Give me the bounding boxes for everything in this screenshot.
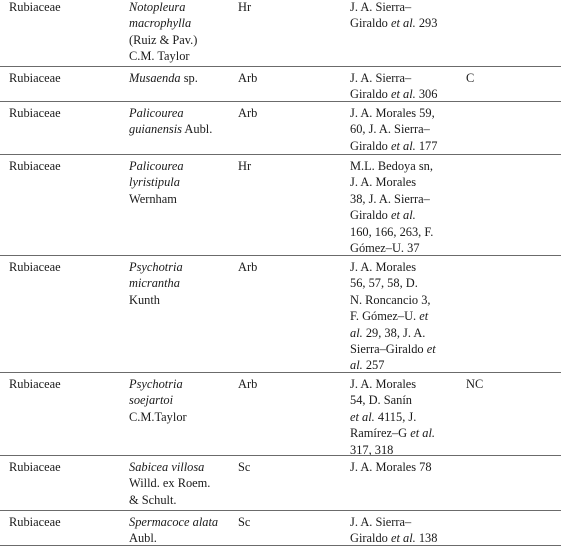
text: M.L. Bedoya sn, xyxy=(350,159,433,173)
voucher-cell xyxy=(350,459,458,475)
species-line xyxy=(129,292,239,308)
status-code: C xyxy=(466,71,475,85)
habit-code: Arb xyxy=(238,71,258,85)
voucher-line xyxy=(350,207,458,223)
voucher-line xyxy=(350,105,458,121)
family-cell xyxy=(9,459,119,475)
italic-text: et al. xyxy=(410,426,435,441)
species-line xyxy=(129,392,239,408)
voucher-line xyxy=(350,530,458,546)
text: F. Gómez–U. xyxy=(350,309,420,324)
text: Giraldo xyxy=(350,87,391,102)
italic-text: al. xyxy=(350,325,363,340)
text: 257 xyxy=(362,358,385,373)
family-name: Rubiaceae xyxy=(9,460,61,474)
italic-text: et al. xyxy=(390,87,416,102)
species-cell xyxy=(129,158,239,207)
voucher-line xyxy=(350,409,458,425)
text: Sierra–Giraldo xyxy=(350,342,427,357)
voucher-line xyxy=(350,392,458,408)
italic-text: Notopleura xyxy=(129,0,186,14)
voucher-line xyxy=(350,158,458,174)
text: Ramírez–G xyxy=(350,426,411,441)
family-cell xyxy=(9,105,119,121)
family-name: Rubiaceae xyxy=(9,106,61,120)
italic-text: al. xyxy=(350,358,363,373)
species-cell xyxy=(129,376,239,425)
text: 54, D. Sanín xyxy=(350,393,412,408)
italic-text: macrophylla xyxy=(129,16,192,31)
status-cell xyxy=(466,376,526,392)
family-cell xyxy=(9,158,119,174)
family-cell xyxy=(9,376,119,392)
text: Giraldo xyxy=(350,208,391,223)
italic-text: Sabicea villosa xyxy=(129,460,205,474)
italic-text: Psychotria xyxy=(129,377,183,391)
italic-text: Psychotria xyxy=(129,260,183,274)
text: J. A. Morales 59, xyxy=(350,106,435,120)
family-name: Rubiaceae xyxy=(9,260,61,274)
habit-code: Arb xyxy=(238,377,258,391)
table-row xyxy=(0,510,561,546)
species-cell xyxy=(129,259,239,308)
italic-text: et al. xyxy=(390,138,416,153)
text: 177 xyxy=(415,138,438,153)
habit-cell xyxy=(238,158,298,174)
family-name: Rubiaceae xyxy=(9,515,61,529)
habit-cell xyxy=(238,459,298,475)
voucher-line xyxy=(350,459,458,475)
text: N. Roncancio 3, xyxy=(350,292,431,307)
table-row xyxy=(0,255,561,373)
habit-code: Arb xyxy=(238,106,258,120)
species-line xyxy=(129,275,239,291)
voucher-cell xyxy=(350,514,458,547)
voucher-line xyxy=(350,240,458,256)
voucher-line xyxy=(350,121,458,137)
text: C.M. Taylor xyxy=(129,49,190,64)
voucher-line xyxy=(350,174,458,190)
italic-text: Palicourea xyxy=(129,159,184,173)
voucher-cell xyxy=(350,0,458,32)
species-line xyxy=(129,475,239,491)
text: & Schult. xyxy=(129,492,177,507)
table-row xyxy=(0,101,561,155)
voucher-line xyxy=(350,224,458,240)
voucher-line xyxy=(350,70,458,86)
family-cell xyxy=(9,259,119,275)
family-name: Rubiaceae xyxy=(9,159,61,173)
italic-text: Palicourea xyxy=(129,106,184,120)
italic-text: micrantha xyxy=(129,276,180,291)
text: Aubl. xyxy=(182,122,213,137)
text: Kunth xyxy=(129,292,160,307)
text: J. A. Sierra– xyxy=(350,71,412,85)
species-line xyxy=(129,174,239,190)
species-cell xyxy=(129,0,239,65)
habit-code: Hr xyxy=(238,0,252,14)
voucher-cell xyxy=(350,105,458,154)
species-line xyxy=(129,492,239,508)
text: C.M.Taylor xyxy=(129,409,187,424)
text: Giraldo xyxy=(350,138,391,153)
species-line xyxy=(129,32,239,48)
species-line xyxy=(129,530,239,546)
text: J. A. Morales 78 xyxy=(350,460,432,474)
italic-text: et al. xyxy=(390,16,416,31)
italic-text: et xyxy=(419,309,429,324)
habit-code: Hr xyxy=(238,159,252,173)
italic-text: soejartoi xyxy=(129,393,174,408)
species-line xyxy=(129,105,239,121)
family-name: Rubiaceae xyxy=(9,377,61,391)
family-cell xyxy=(9,0,119,15)
habit-cell xyxy=(238,70,298,86)
text: J. A. Sierra– xyxy=(350,515,412,529)
species-line xyxy=(129,514,239,530)
family-cell xyxy=(9,514,119,530)
italic-text: et al. xyxy=(390,531,416,546)
text: 29, 38, J. A. xyxy=(362,325,426,340)
text: 306 xyxy=(415,87,438,102)
text: Giraldo xyxy=(350,531,391,546)
table-row xyxy=(0,66,561,102)
voucher-line xyxy=(350,341,458,357)
italic-text: et al. xyxy=(390,208,416,223)
species-cell xyxy=(129,459,239,508)
voucher-line xyxy=(350,514,458,530)
text: 317, 318 xyxy=(350,442,394,457)
table-row xyxy=(0,455,561,511)
habit-code: Arb xyxy=(238,260,258,274)
species-line xyxy=(129,0,239,15)
species-cell xyxy=(129,70,239,86)
species-line xyxy=(129,459,239,475)
italic-text: guianensis xyxy=(129,122,183,137)
habit-cell xyxy=(238,514,298,530)
text: 56, 57, 58, D. xyxy=(350,276,418,291)
italic-text: et al. xyxy=(350,409,375,424)
text: 4115, J. xyxy=(374,409,417,424)
voucher-line xyxy=(350,259,458,275)
voucher-line xyxy=(350,15,458,31)
text: Gómez–U. 37 xyxy=(350,241,420,256)
voucher-line xyxy=(350,308,458,324)
family-name: Rubiaceae xyxy=(9,71,61,85)
habit-cell xyxy=(238,0,298,15)
table-row xyxy=(0,0,561,66)
italic-text: Musaenda xyxy=(129,71,181,85)
text: (Ruiz & Pav.) xyxy=(129,32,198,47)
voucher-line xyxy=(350,425,458,441)
table-row xyxy=(0,372,561,456)
species-line xyxy=(129,158,239,174)
text: Aubl. xyxy=(129,531,157,546)
text: J. A. Morales xyxy=(350,260,417,274)
species-line xyxy=(129,70,239,86)
text: J. A. Morales xyxy=(350,175,417,190)
species-line xyxy=(129,376,239,392)
voucher-line xyxy=(350,0,458,15)
voucher-cell xyxy=(350,376,458,458)
text: J. A. Morales xyxy=(350,377,417,391)
species-line xyxy=(129,191,239,207)
status-code: NC xyxy=(466,377,484,391)
voucher-cell xyxy=(350,259,458,374)
text: sp. xyxy=(180,71,198,85)
text: 38, J. A. Sierra– xyxy=(350,191,430,206)
habit-cell xyxy=(238,376,298,392)
habit-code: Sc xyxy=(238,460,251,474)
voucher-line xyxy=(350,191,458,207)
voucher-line xyxy=(350,292,458,308)
voucher-line xyxy=(350,138,458,154)
text: 160, 166, 263, F. xyxy=(350,224,434,239)
family-name: Rubiaceae xyxy=(9,0,61,14)
habit-code: Sc xyxy=(238,515,251,529)
species-line xyxy=(129,15,239,31)
voucher-cell xyxy=(350,70,458,103)
voucher-line xyxy=(350,275,458,291)
text: J. A. Sierra– xyxy=(350,0,412,14)
species-cell xyxy=(129,514,239,547)
status-cell xyxy=(466,70,526,86)
text: Giraldo xyxy=(350,16,391,31)
text: 138 xyxy=(415,531,438,546)
italic-text: lyristipula xyxy=(129,175,180,190)
voucher-line xyxy=(350,376,458,392)
text: 293 xyxy=(415,16,438,31)
italic-text: Spermacoce alata xyxy=(129,515,219,529)
voucher-cell xyxy=(350,158,458,256)
table-row xyxy=(0,154,561,256)
voucher-line xyxy=(350,325,458,341)
text: Willd. ex Roem. xyxy=(129,476,211,491)
species-cell xyxy=(129,105,239,138)
habit-cell xyxy=(238,259,298,275)
italic-text: et xyxy=(426,342,436,357)
habit-cell xyxy=(238,105,298,121)
text: Wernham xyxy=(129,191,177,206)
species-line xyxy=(129,121,239,137)
species-line xyxy=(129,409,239,425)
family-cell xyxy=(9,70,119,86)
text: 60, J. A. Sierra– xyxy=(350,122,430,137)
species-line xyxy=(129,259,239,275)
species-line xyxy=(129,48,239,64)
